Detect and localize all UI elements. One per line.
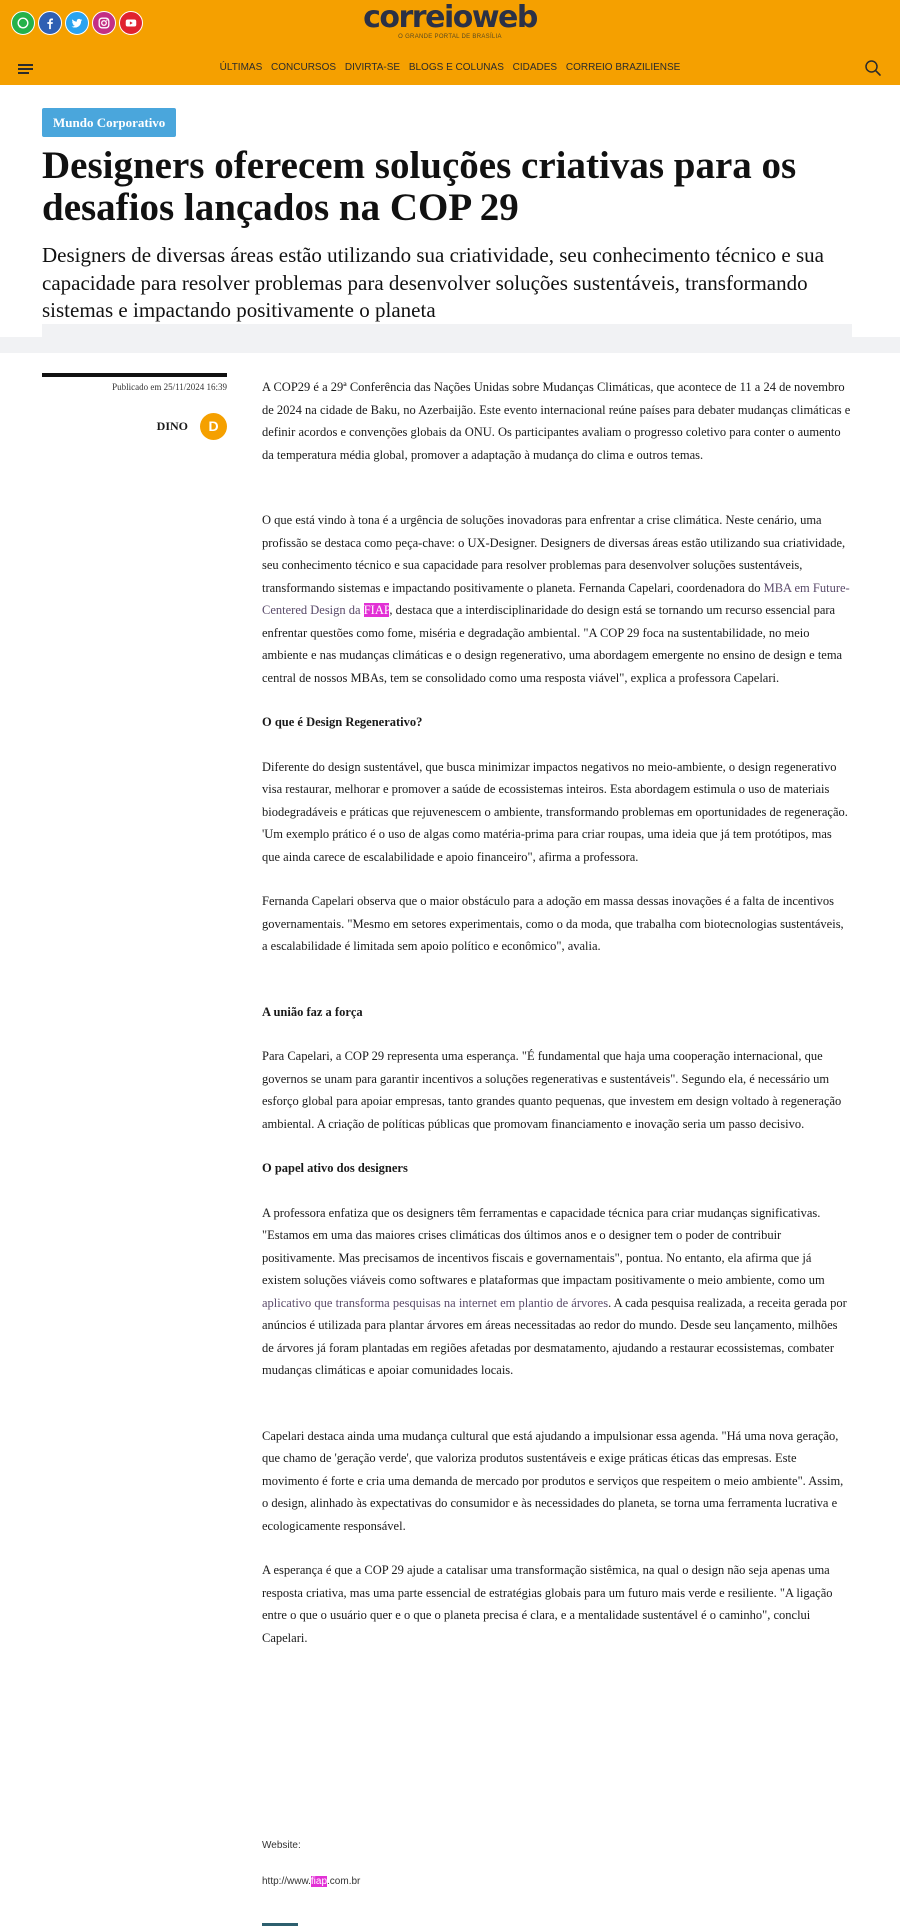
app-link[interactable]: aplicativo que transforma pesquisas na internet em plantio de árvores bbox=[262, 1295, 609, 1310]
fiap-highlight-link[interactable]: FIAP bbox=[363, 603, 390, 617]
nav-item-blogs[interactable]: BLOGS E COLUNAS bbox=[408, 62, 504, 73]
nav-item-ultimas[interactable]: ÚLTIMAS bbox=[219, 62, 263, 73]
search-icon[interactable] bbox=[864, 59, 882, 77]
section-heading: O que é Design Regenerativo? bbox=[262, 715, 423, 729]
nav-item-cidades[interactable]: CIDADES bbox=[512, 62, 558, 73]
logo-tagline: O GRANDE PORTAL DE BRASÍLIA bbox=[398, 34, 502, 40]
paragraph-text: O que está vindo à tona é a urgência de soluções inovadoras para enfrentar a crise climática. Neste cenário, uma profissão se destaca como peça-chave: o UX-Designer. Designers de diversas áreas estão utilizando sua criatividade, seu conhecimento técnico e sua capacidade para resolver problemas para desenvolver soluções sustentáveis, transformando sistemas e impactando positivamente o planeta. Fernanda Capelari, coordenadora do bbox=[262, 513, 846, 595]
nav-links bbox=[0, 62, 900, 73]
section-heading: O papel ativo dos designers bbox=[262, 1161, 408, 1175]
avatar: D bbox=[200, 413, 227, 440]
hero-divider-inner bbox=[42, 324, 852, 338]
url-highlight: fiap bbox=[310, 1876, 328, 1887]
paragraph: Fernanda Capelari observa que o maior obstáculo para a adoção em massa dessas inovações é a falta de incentivos governamentais. "Mesmo em setores experimentais, como o da moda, que trabalha com biotecnologias sustentáveis, a escalabilidade é limitada sem apoio político e econômico", avalia. bbox=[262, 894, 844, 953]
paragraph: Para Capelari, a COP 29 representa uma esperança. "É fundamental que haja uma cooperação internacional, que governos se unam para garantir incentivos a soluções regenerativas e sustentáveis". Segundo ela, é necessário um esforço global para apoiar empresas, tanto grandes quanto pequenas, que investem em design voltado à regeneração ambiental. A criação de políticas públicas que promovam financiamento e inovação seria um passo decisivo. bbox=[262, 1049, 842, 1131]
paragraph: Capelari destaca ainda uma mudança cultural que está ajudando a impulsionar essa agenda. "Há uma nova geração, que chamo de 'geração verde', que valoriza produtos sustentáveis e exige práticas éticas das empresas. Este movimento é forte e cria uma demanda de mercado por produtos e serviços que respeitem o meio ambiente". Assim, o design, alinhado às expectativas do consumidor e às necessidades do planeta, se torna uma ferramenta lucrativa e ecologicamente responsável. bbox=[262, 1428, 844, 1533]
author-name: DINO bbox=[156, 419, 188, 433]
published-date: Publicado em 25/11/2024 16:39 bbox=[112, 382, 227, 392]
website-label: Website: bbox=[262, 1840, 301, 1851]
paragraph-text: A professora enfatiza que os designers têm ferramentas e capacidade técnica para criar mudanças significativas. "Estamos em uma das maiores crises climáticas dos últimos anos e o designer tem o poder de contribuir positivamente. Mas precisamos de incentivos fiscais e governamentais", pontua. No entanto, ela afirma que já existem soluções viáveis como softwares e plataformas que impactam positivamente o meio ambiente, como um bbox=[262, 1205, 825, 1287]
hero-divider bbox=[0, 337, 900, 353]
url-suffix: .com.br bbox=[327, 1876, 361, 1887]
logo-text: correioweb bbox=[363, 0, 537, 35]
bottom-rule bbox=[262, 1923, 298, 1926]
paragraph: A COP29 é a 29ª Conferência das Nações Unidas sobre Mudanças Climáticas, que acontece de 11 a 24 de novembro de 2024 na cidade de Baku, no Azerbaijão. Este evento internacional reúne países para debater mudanças climáticas e definir acordos e convenções globais da ONU. Os participantes avaliam o progresso coletivo para conter o aumento da temperatura média global, promover a adaptação à mudança do clima e outros temas. bbox=[262, 380, 851, 462]
sidebar-rule bbox=[42, 373, 227, 377]
paragraph bbox=[262, 1202, 852, 1382]
article-title: Designers oferecem soluções criativas para os desafios lançados na COP 29 bbox=[42, 144, 797, 229]
paragraph: A esperança é que a COP 29 ajude a catalisar uma transformação sistêmica, na qual o design não seja apenas uma resposta criativa, mas uma parte essencial de estratégias globais para um futuro mais verde e resiliente. "A ligação entre o que o usuário quer e o que o planeta precisa é clara, e a mentalidade sustentável é o caminho", conclui Capelari. bbox=[262, 1563, 833, 1645]
main-nav-bar bbox=[0, 52, 900, 85]
article-subtitle: Designers de diversas áreas estão utilizando sua criatividade, seu conhecimento técnico e sua capacidade para resolver problemas para desenvolver soluções sustentáveis, transformando sistemas e impactando positivamente o planeta bbox=[42, 243, 824, 322]
paragraph-text: . A cada pesquisa realizada, a receita gerada por anúncios é utilizada para plantar árvores em áreas necessitadas ao redor do mundo. Desde seu lançamento, milhões de árvores já foram plantadas em regiões afetadas por desmatamento, ajudando a restaurar ecossistemas, combater mudanças climáticas e apoiar comunidades locais. bbox=[262, 1295, 847, 1377]
url-prefix: http://www. bbox=[262, 1876, 311, 1887]
article-body bbox=[262, 376, 852, 1671]
mba-link[interactable]: MBA em Future-Centered Design da bbox=[262, 580, 850, 617]
site-logo[interactable] bbox=[0, 0, 900, 41]
paragraph-text: , destaca que a interdisciplinaridade do design está se tornando um recurso essencial para enfrentar questões como fome, miséria e degradação ambiental. "A COP 29 foca na sustentabilidade, no meio ambiente e nas mudanças climáticas e o design regenerativo, uma abordagem emergente no ensino de design e tema central de nossos MBAs, tem se consolidado como uma resposta viável", explica a professora Capelari. bbox=[262, 603, 843, 685]
paragraph: Diferente do design sustentável, que busca minimizar impactos negativos no meio-ambiente, o design regenerativo visa restaurar, melhorar e promover a saúde de ecossistemas inteiros. Esta abordagem estimula o uso de materiais biodegradáveis e práticas que rejuvenescem o ambiente, transformando problemas em oportunidades de regeneração. 'Um exemplo prático é o uso de algas como matéria-prima para criar roupas, uma ideia que já tem protótipos, mas que ainda carece de escalabilidade e apoio financeiro", afirma a professora. bbox=[262, 759, 848, 864]
section-heading: A união faz a força bbox=[262, 1004, 363, 1019]
nav-item-concursos[interactable]: CONCURSOS bbox=[271, 62, 337, 73]
nav-item-correio[interactable]: CORREIO BRAZILIENSE bbox=[565, 62, 681, 73]
paragraph bbox=[262, 509, 852, 689]
author-block[interactable] bbox=[42, 413, 227, 440]
top-header-bar bbox=[0, 0, 900, 52]
nav-item-divirta-se[interactable]: DIVIRTA-SE bbox=[344, 62, 401, 73]
website-url[interactable] bbox=[262, 1876, 360, 1887]
category-badge[interactable]: Mundo Corporativo bbox=[42, 108, 176, 137]
